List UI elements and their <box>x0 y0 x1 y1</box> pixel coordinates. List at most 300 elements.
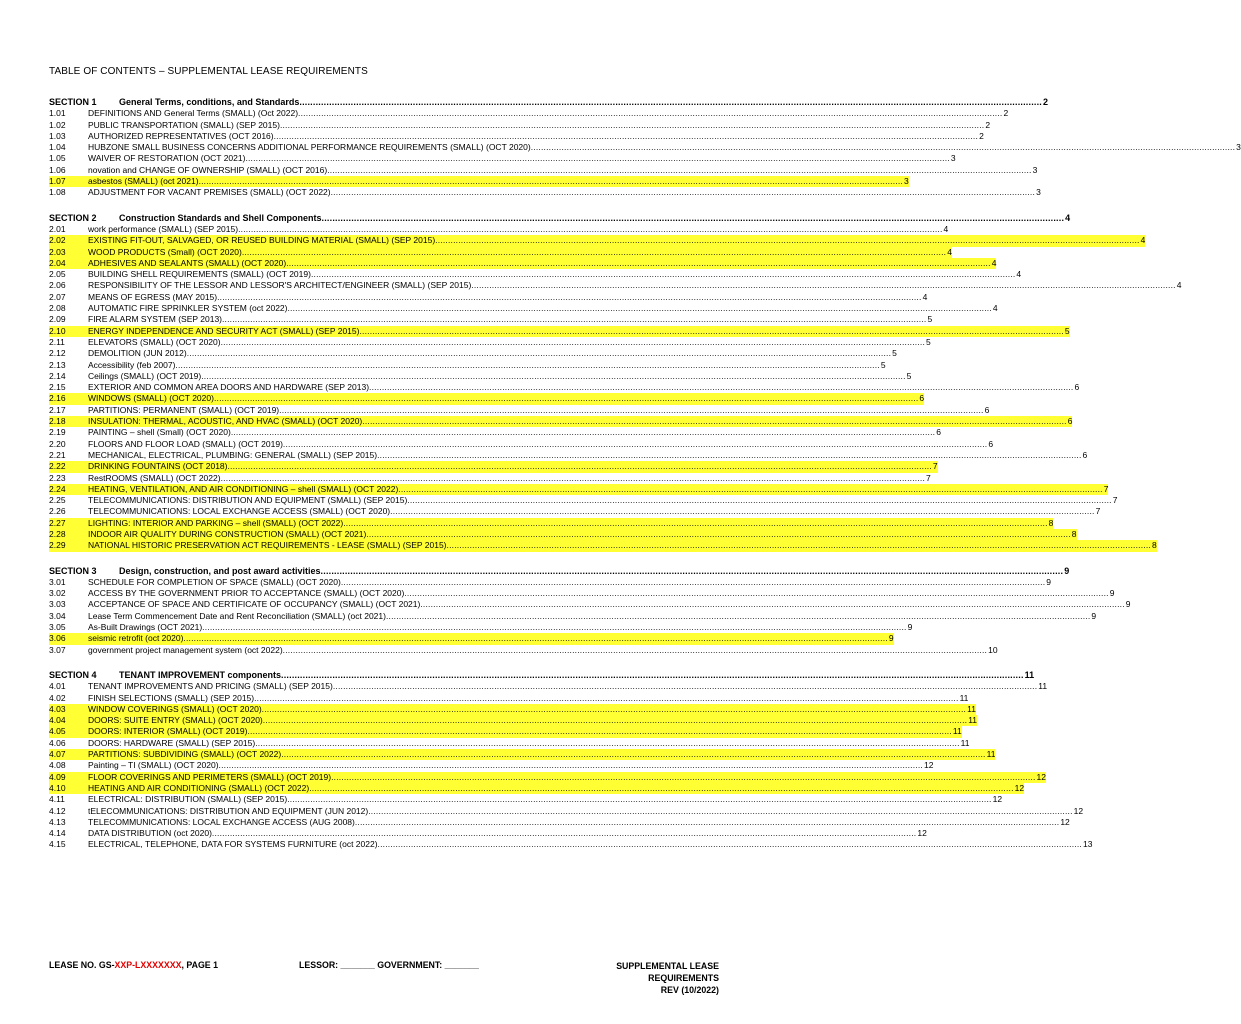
page-number: 3 <box>1036 187 1041 198</box>
page-number: 3 <box>1236 142 1241 153</box>
toc-section <box>49 565 1131 656</box>
entry-title: Painting – TI (SMALL) (OCT 2020) <box>88 760 219 771</box>
page-number: 11 <box>968 715 978 726</box>
dot-leader <box>231 427 935 438</box>
toc-entry[interactable] <box>49 291 928 303</box>
dot-leader <box>369 382 1073 393</box>
entry-number: 1.01 <box>49 108 66 119</box>
entry-title: RESPONSIBILITY OF THE LESSOR AND LESSOR'S ARCHITECT/ENGINEER (SMALL) (SEP 2015) <box>88 280 472 291</box>
toc-entry[interactable] <box>49 108 1009 119</box>
entry-title: RestROOMS (SMALL) (OCT 2022) <box>88 472 221 483</box>
entry-number: 1.02 <box>49 119 66 130</box>
dot-leader <box>286 258 990 269</box>
entry-title: ELEVATORS (SMALL) (OCT 2020) <box>88 336 221 347</box>
toc-entry[interactable] <box>49 715 978 726</box>
entry-title: seismic retrofit (oct 2020) <box>88 633 184 644</box>
page-number: 10 <box>988 644 998 655</box>
entry-number: 2.21 <box>49 449 66 460</box>
page-number: 4 <box>1176 280 1182 291</box>
entry-title: FIRE ALARM SYSTEM (SEP 2013) <box>88 314 222 325</box>
dot-leader <box>368 806 1072 817</box>
entry-number: 1.05 <box>49 153 66 164</box>
entry-number: 4.01 <box>49 681 66 692</box>
entry-number: 2.19 <box>49 427 66 438</box>
lease-id-placeholder: XXP-LXXXXXXX <box>114 960 182 970</box>
page-number: 4 <box>943 223 949 234</box>
dot-leader <box>283 645 987 656</box>
entry-number: 2.25 <box>49 495 66 506</box>
page-number: 12 <box>1036 771 1046 782</box>
toc-entry[interactable] <box>49 599 1131 610</box>
toc-entry[interactable] <box>49 176 909 187</box>
page-number: 2 <box>985 119 991 130</box>
toc-entry[interactable] <box>49 370 912 382</box>
toc-entry[interactable] <box>49 726 962 737</box>
dot-leader <box>255 738 959 749</box>
entry-number: 2.18 <box>49 416 88 427</box>
entry-title: EXISTING FIT-OUT, SALVAGED, OR REUSED BUILDING MATERIAL (SMALL) (SEP 2015) <box>88 235 436 246</box>
page-number: 5 <box>926 336 931 347</box>
entry-title: PARTITIONS: PERMANENT (SMALL) (OCT 2019) <box>88 404 280 415</box>
entry-title: WINDOWS (SMALL) (OCT 2020) <box>88 393 214 404</box>
entry-number: 4.07 <box>49 749 88 760</box>
toc-entry[interactable] <box>49 257 997 269</box>
entry-title: INDOOR AIR QUALITY DURING CONSTRUCTION (SMALL) (OCT 2021) <box>88 528 367 539</box>
section-title: TENANT IMPROVEMENT components <box>119 669 282 680</box>
toc-entry[interactable] <box>49 805 1084 817</box>
toc-entry[interactable] <box>49 483 1109 495</box>
dot-leader <box>221 473 925 484</box>
toc-section <box>49 212 1182 552</box>
page-number: 11 <box>1038 681 1048 692</box>
entry-title: DRINKING FOUNTAINS (OCT 2018) <box>88 461 228 472</box>
dot-leader <box>263 715 967 726</box>
entry-number: 4.14 <box>49 828 66 839</box>
entry-title: FLOOR COVERINGS AND PERIMETERS (SMALL) (OCT 2019) <box>88 771 332 782</box>
dot-leader <box>201 371 905 382</box>
section-heading[interactable] <box>49 212 1071 224</box>
footer-doc-info <box>616 960 719 996</box>
page-number: 8 <box>1151 540 1157 551</box>
toc-entry[interactable] <box>49 438 994 450</box>
entry-number: 4.10 <box>49 783 88 794</box>
toc-entry[interactable] <box>49 495 1118 506</box>
page-number: 6 <box>1082 449 1088 460</box>
dot-leader <box>281 749 985 760</box>
dot-leader <box>247 726 951 737</box>
entry-number: 4.11 <box>49 794 65 805</box>
page-number: 3 <box>1032 164 1038 175</box>
entry-title: TELECOMMUNICATIONS: LOCAL EXCHANGE ACCESS (AUG 2008) <box>88 816 355 827</box>
toc-entry[interactable] <box>49 325 1070 337</box>
page-number: 3 <box>904 176 909 187</box>
entry-title: PAINTING – shell (Small) (OCT 2020) <box>88 427 231 438</box>
entry-number: 4.04 <box>49 715 88 726</box>
page-number: 11 <box>1024 669 1035 680</box>
section-label: SECTION 1 <box>49 97 97 107</box>
entry-title: BUILDING SHELL REQUIREMENTS (SMALL) (OCT 2019) <box>88 269 311 280</box>
toc-entry[interactable] <box>49 816 1070 828</box>
dot-leader <box>298 108 1002 119</box>
toc-entry[interactable] <box>49 223 949 235</box>
dot-leader <box>299 97 1042 108</box>
entry-number: 3.07 <box>49 644 66 655</box>
toc-entry[interactable] <box>49 588 1115 599</box>
entry-title: DOORS: HARDWARE (SMALL) (SEP 2015) <box>88 737 256 748</box>
toc-entry[interactable] <box>49 359 886 371</box>
entry-number: 2.05 <box>49 269 66 280</box>
page-number: 12 <box>1060 816 1070 827</box>
toc-entry[interactable] <box>49 164 1038 176</box>
dot-leader <box>279 405 983 416</box>
dot-leader <box>390 506 1094 517</box>
section-heading[interactable] <box>49 669 1035 681</box>
toc-entry[interactable] <box>49 187 1041 198</box>
toc-entry[interactable] <box>49 692 969 704</box>
entry-number: 4.12 <box>49 805 66 816</box>
page-number: 7 <box>932 461 938 472</box>
dot-leader <box>362 416 1066 427</box>
entry-number: 1.08 <box>49 187 66 198</box>
lease-number <box>49 960 218 970</box>
entry-title: ENERGY INDEPENDENCE AND SECURITY ACT (SMALL) (SEP 2015) <box>88 325 360 336</box>
entry-title: Lease Term Commencement Date and Rent Reconciliation (SMALL) (oct 2021) <box>88 610 386 621</box>
dot-leader <box>187 348 891 359</box>
page-number: 9 <box>1046 576 1052 587</box>
toc-entry[interactable] <box>49 760 934 771</box>
dot-leader <box>212 828 916 839</box>
page-number: 7 <box>1095 506 1101 517</box>
toc-entry[interactable] <box>49 427 941 438</box>
entry-number: 2.12 <box>49 348 66 359</box>
lease-page: , PAGE 1 <box>181 960 218 970</box>
entry-number: 2.09 <box>49 314 66 325</box>
entry-title: DOORS: INTERIOR (SMALL) (OCT 2019) <box>88 726 248 737</box>
entry-number: 1.07 <box>49 176 88 187</box>
entry-number: 2.13 <box>49 359 66 370</box>
entry-number: 2.06 <box>49 280 66 291</box>
toc-entry[interactable] <box>49 576 1052 588</box>
entry-title: novation and CHANGE OF OWNERSHIP (SMALL) (OCT 2016) <box>88 164 328 175</box>
entry-number: 2.24 <box>49 484 88 495</box>
toc-entry[interactable] <box>49 472 931 484</box>
page-number: 2 <box>1043 97 1049 107</box>
entry-title: DOORS: SUITE ENTRY (SMALL) (OCT 2020) <box>88 715 263 726</box>
entry-title: DEMOLITION (JUN 2012) <box>88 348 187 359</box>
entry-number: 4.13 <box>49 816 66 827</box>
entry-number: 3.01 <box>49 576 66 587</box>
entry-number: 2.22 <box>49 461 88 472</box>
entry-title: Ceilings (SMALL) (OCT 2019) <box>88 370 202 381</box>
dot-leader <box>262 704 966 715</box>
entry-title: ACCEPTANCE OF SPACE AND CERTIFICATE OF OCCUPANCY (SMALL) (OCT 2021) <box>88 599 421 610</box>
section-title: Construction Standards and Shell Components <box>119 212 322 223</box>
dot-leader <box>331 772 1035 783</box>
entry-number: 2.08 <box>49 303 66 314</box>
page-number: 4 <box>922 291 928 302</box>
document-title: TABLE OF CONTENTS – SUPPLEMENTAL LEASE REQUIREMENTS <box>49 66 368 77</box>
lease-prefix: LEASE NO. GS- <box>49 960 115 970</box>
dot-leader <box>175 360 879 371</box>
entry-title: WINDOW COVERINGS (SMALL) (OCT 2020) <box>88 703 262 714</box>
dot-leader <box>341 577 1045 588</box>
entry-title: NATIONAL HISTORIC PRESERVATION ACT REQUIREMENTS - LEASE (SMALL) (SEP 2015) <box>88 540 447 551</box>
footer-line-1: SUPPLEMENTAL LEASE <box>616 961 719 971</box>
toc-entry[interactable] <box>49 153 956 164</box>
dot-leader <box>321 566 1064 577</box>
entry-title: MEANS OF EGRESS (MAY 2015) <box>88 291 218 302</box>
page-number: 11 <box>986 749 996 760</box>
dot-leader <box>222 314 926 325</box>
entry-title: FINISH SELECTIONS (SMALL) (SEP 2015) <box>88 692 255 703</box>
toc-entry[interactable] <box>49 130 984 142</box>
entry-number: 2.17 <box>49 404 66 415</box>
entry-number: 4.15 <box>49 839 66 850</box>
signature-line: LESSOR: _______ GOVERNMENT: _______ <box>299 960 479 970</box>
entry-title: ACCESS BY THE GOVERNMENT PRIOR TO ACCEPTANCE (SMALL) (OCT 2020) <box>88 588 405 599</box>
page-number: 9 <box>888 633 894 644</box>
page-number: 5 <box>892 348 897 359</box>
entry-title: MECHANICAL, ELECTRICAL, PLUMBING: GENERAL (SMALL) (SEP 2015) <box>88 449 378 460</box>
entry-number: 2.28 <box>49 529 88 540</box>
dot-leader <box>311 269 1015 280</box>
page-number: 12 <box>992 794 1003 805</box>
dot-leader <box>245 153 949 164</box>
dot-leader <box>217 292 921 303</box>
page-number: 4 <box>1065 212 1071 223</box>
toc-entry[interactable] <box>49 794 1003 805</box>
page-number: 11 <box>960 737 970 748</box>
dot-leader <box>359 326 1063 337</box>
dot-leader <box>309 783 1013 794</box>
entry-title: government project management system (oct 2022) <box>88 644 283 655</box>
entry-number: 2.07 <box>49 291 66 302</box>
dot-leader <box>238 224 942 235</box>
entry-title: ADJUSTMENT FOR VACANT PREMISES (SMALL) (OCT 2022) <box>88 187 331 198</box>
page-number: 5 <box>1064 325 1070 336</box>
dot-leader <box>531 142 1235 153</box>
table-of-contents <box>49 97 1241 865</box>
entry-number: 4.02 <box>49 692 66 703</box>
entry-title: TELECOMMUNICATIONS: LOCAL EXCHANGE ACCESS (SMALL) (OCT 2020) <box>88 506 391 517</box>
page-number: 7 <box>1112 495 1118 506</box>
entry-number: 2.15 <box>49 382 66 393</box>
entry-title: TELECOMMUNICATIONS: DISTRIBUTION AND EQUIPMENT (SMALL) (SEP 2015) <box>88 495 408 506</box>
toc-entry[interactable] <box>49 622 913 633</box>
section-heading[interactable] <box>49 97 1049 108</box>
entry-number: 2.04 <box>49 258 88 269</box>
entry-title: AUTOMATIC FIRE SPRINKLER SYSTEM (oct 2022) <box>88 303 288 314</box>
dot-leader <box>322 213 1065 224</box>
toc-entry[interactable] <box>49 782 1025 794</box>
toc-entry[interactable] <box>49 528 1077 540</box>
page-number: 4 <box>992 303 998 314</box>
toc-entry[interactable] <box>49 644 998 656</box>
entry-number: 4.05 <box>49 726 88 737</box>
toc-entry[interactable] <box>49 737 970 749</box>
page-number: 12 <box>1014 782 1025 793</box>
toc-entry[interactable] <box>49 610 1097 622</box>
page-number: 7 <box>926 472 931 483</box>
toc-entry[interactable] <box>49 119 991 131</box>
entry-title: TENANT IMPROVEMENTS AND PRICING (SMALL) (SEP 2015) <box>88 681 333 692</box>
section-label: SECTION 4 <box>49 669 97 680</box>
entry-number: 3.04 <box>49 610 66 621</box>
page-number: 6 <box>919 393 925 404</box>
page-number: 9 <box>1091 610 1097 621</box>
footer-line-2: REQUIREMENTS <box>648 973 719 983</box>
toc-entry[interactable] <box>49 703 976 715</box>
entry-title: tELECOMMUNICATIONS: DISTRIBUTION AND EQUIPMENT (JUN 2012) <box>88 805 369 816</box>
entry-number: 4.06 <box>49 737 66 748</box>
entry-number: 2.16 <box>49 393 88 404</box>
page-number: 11 <box>967 703 976 714</box>
toc-entry[interactable] <box>49 235 1146 246</box>
dot-leader <box>214 393 918 404</box>
toc-entry[interactable] <box>49 839 1093 850</box>
toc-entry[interactable] <box>49 449 1088 461</box>
toc-entry[interactable] <box>49 393 925 404</box>
page-number: 11 <box>959 692 969 703</box>
entry-number: 2.29 <box>49 540 88 551</box>
entry-title: HEATING AND AIR CONDITIONING (SMALL) (OCT 2022) <box>88 782 310 793</box>
dot-leader <box>221 337 925 348</box>
entry-title: Accessibility (feb 2007) <box>88 359 176 370</box>
page-number: 4 <box>991 257 997 268</box>
page-number: 4 <box>1140 235 1146 246</box>
footer-line-3: REV (10/2022) <box>660 985 719 995</box>
toc-entry[interactable] <box>49 404 990 416</box>
dot-leader <box>377 450 1081 461</box>
dot-leader <box>447 540 1151 551</box>
dot-leader <box>398 484 1102 495</box>
entry-number: 1.06 <box>49 164 66 175</box>
entry-title: DEFINITIONS AND General Terms (SMALL) (Oct 2022) <box>88 108 299 119</box>
toc-entry[interactable] <box>49 280 1182 291</box>
toc-entry[interactable] <box>49 540 1157 551</box>
dot-leader <box>343 518 1047 529</box>
entry-title: ELECTRICAL: DISTRIBUTION (SMALL) (SEP 2015) <box>88 794 288 805</box>
toc-section <box>49 669 1093 851</box>
dot-leader <box>219 760 923 771</box>
dot-leader <box>242 247 946 258</box>
toc-entry[interactable] <box>49 506 1101 517</box>
entry-number: 4.03 <box>49 704 88 715</box>
toc-section <box>49 97 1241 199</box>
dot-leader <box>287 303 991 314</box>
dot-leader <box>283 439 987 450</box>
toc-entry[interactable] <box>49 517 1054 529</box>
dot-leader <box>386 611 1090 622</box>
entry-number: 2.01 <box>49 223 66 234</box>
toc-entry[interactable] <box>49 142 1241 153</box>
toc-entry[interactable] <box>49 681 1048 692</box>
page-number: 9 <box>907 622 913 633</box>
entry-number: 3.03 <box>49 599 66 610</box>
page-number: 6 <box>984 404 990 415</box>
page-number: 5 <box>927 314 933 325</box>
page-number: 2 <box>979 130 984 141</box>
entry-number: 2.14 <box>49 370 66 381</box>
toc-entry[interactable] <box>49 461 938 472</box>
entry-title: HUBZONE SMALL BUSINESS CONCERNS ADDITIONAL PERFORMANCE REQUIREMENTS (SMALL) (OCT 2020) <box>88 142 531 153</box>
toc-entry[interactable] <box>49 771 1046 783</box>
page-number: 12 <box>923 760 934 771</box>
entry-title: AUTHORIZED REPRESENTATIVES (OCT 2016) <box>88 130 274 141</box>
page-number: 6 <box>1074 382 1080 393</box>
entry-number: 2.26 <box>49 506 66 517</box>
page-number: 6 <box>988 438 994 449</box>
entry-title: WOOD PRODUCTS (Small) (OCT 2020) <box>88 246 242 257</box>
page-number: 9 <box>1064 565 1070 576</box>
dot-leader <box>183 633 887 644</box>
entry-title: work performance (SMALL) (SEP 2015) <box>88 223 239 234</box>
page-number: 11 <box>952 726 962 737</box>
entry-title: DATA DISTRIBUTION (oct 2020) <box>88 828 212 839</box>
page-number: 9 <box>1109 588 1115 599</box>
toc-entry[interactable] <box>49 269 1022 280</box>
dot-leader <box>404 588 1108 599</box>
section-title: General Terms, conditions, and Standards <box>119 97 300 107</box>
entry-title: ELECTRICAL, TELEPHONE, DATA FOR SYSTEMS FURNITURE (oct 2022) <box>88 839 378 850</box>
dot-leader <box>274 131 978 142</box>
entry-title: FLOORS AND FLOOR LOAD (SMALL) (OCT 2019) <box>88 438 283 449</box>
toc-entry[interactable] <box>49 382 1080 393</box>
entry-number: 2.27 <box>49 518 88 529</box>
toc-entry[interactable] <box>49 336 931 348</box>
entry-title: WAIVER OF RESTORATION (OCT 2021) <box>88 153 246 164</box>
dot-leader <box>331 187 1035 198</box>
toc-entry[interactable] <box>49 633 894 644</box>
page-number: 6 <box>1067 416 1073 427</box>
page-number: 2 <box>1003 108 1009 119</box>
dot-leader <box>471 280 1175 291</box>
toc-entry[interactable] <box>49 416 1073 427</box>
section-title: Design, construction, and post award activities <box>119 565 321 576</box>
entry-title: PARTITIONS: SUBDIVIDING (SMALL) (OCT 2022) <box>88 749 282 760</box>
toc-entry[interactable] <box>49 828 927 839</box>
toc-entry[interactable] <box>49 246 952 258</box>
page-number: 8 <box>1071 528 1077 539</box>
toc-entry[interactable] <box>49 348 897 359</box>
page-number: 12 <box>1073 805 1084 816</box>
dot-leader <box>281 670 1024 681</box>
page-number: 9 <box>1125 599 1131 610</box>
dot-leader <box>227 461 931 472</box>
entry-number: 2.10 <box>49 326 88 337</box>
toc-entry[interactable] <box>49 749 996 760</box>
dot-leader <box>435 235 1139 246</box>
dot-leader <box>420 599 1124 610</box>
dot-leader <box>202 622 906 633</box>
toc-entry[interactable] <box>49 314 933 325</box>
entry-title: PUBLIC TRANSPORTATION (SMALL) (SEP 2015) <box>88 119 280 130</box>
page-number: 3 <box>950 153 956 164</box>
entry-number: 2.03 <box>49 247 88 258</box>
section-label: SECTION 2 <box>49 212 97 223</box>
entry-title: SCHEDULE FOR COMPLETION OF SPACE (SMALL) (OCT 2020) <box>88 576 341 587</box>
page-number: 4 <box>947 246 952 257</box>
entry-title: LIGHTING: INTERIOR AND PARKING – shell (SMALL) (OCT 2022) <box>88 517 344 528</box>
entry-number: 2.20 <box>49 438 66 449</box>
dot-leader <box>355 817 1059 828</box>
page-number: 5 <box>906 370 912 381</box>
entry-number: 3.06 <box>49 633 88 644</box>
section-heading[interactable] <box>49 565 1070 577</box>
page-number: 4 <box>1016 269 1022 280</box>
page-number: 5 <box>880 359 886 370</box>
toc-entry[interactable] <box>49 303 998 314</box>
